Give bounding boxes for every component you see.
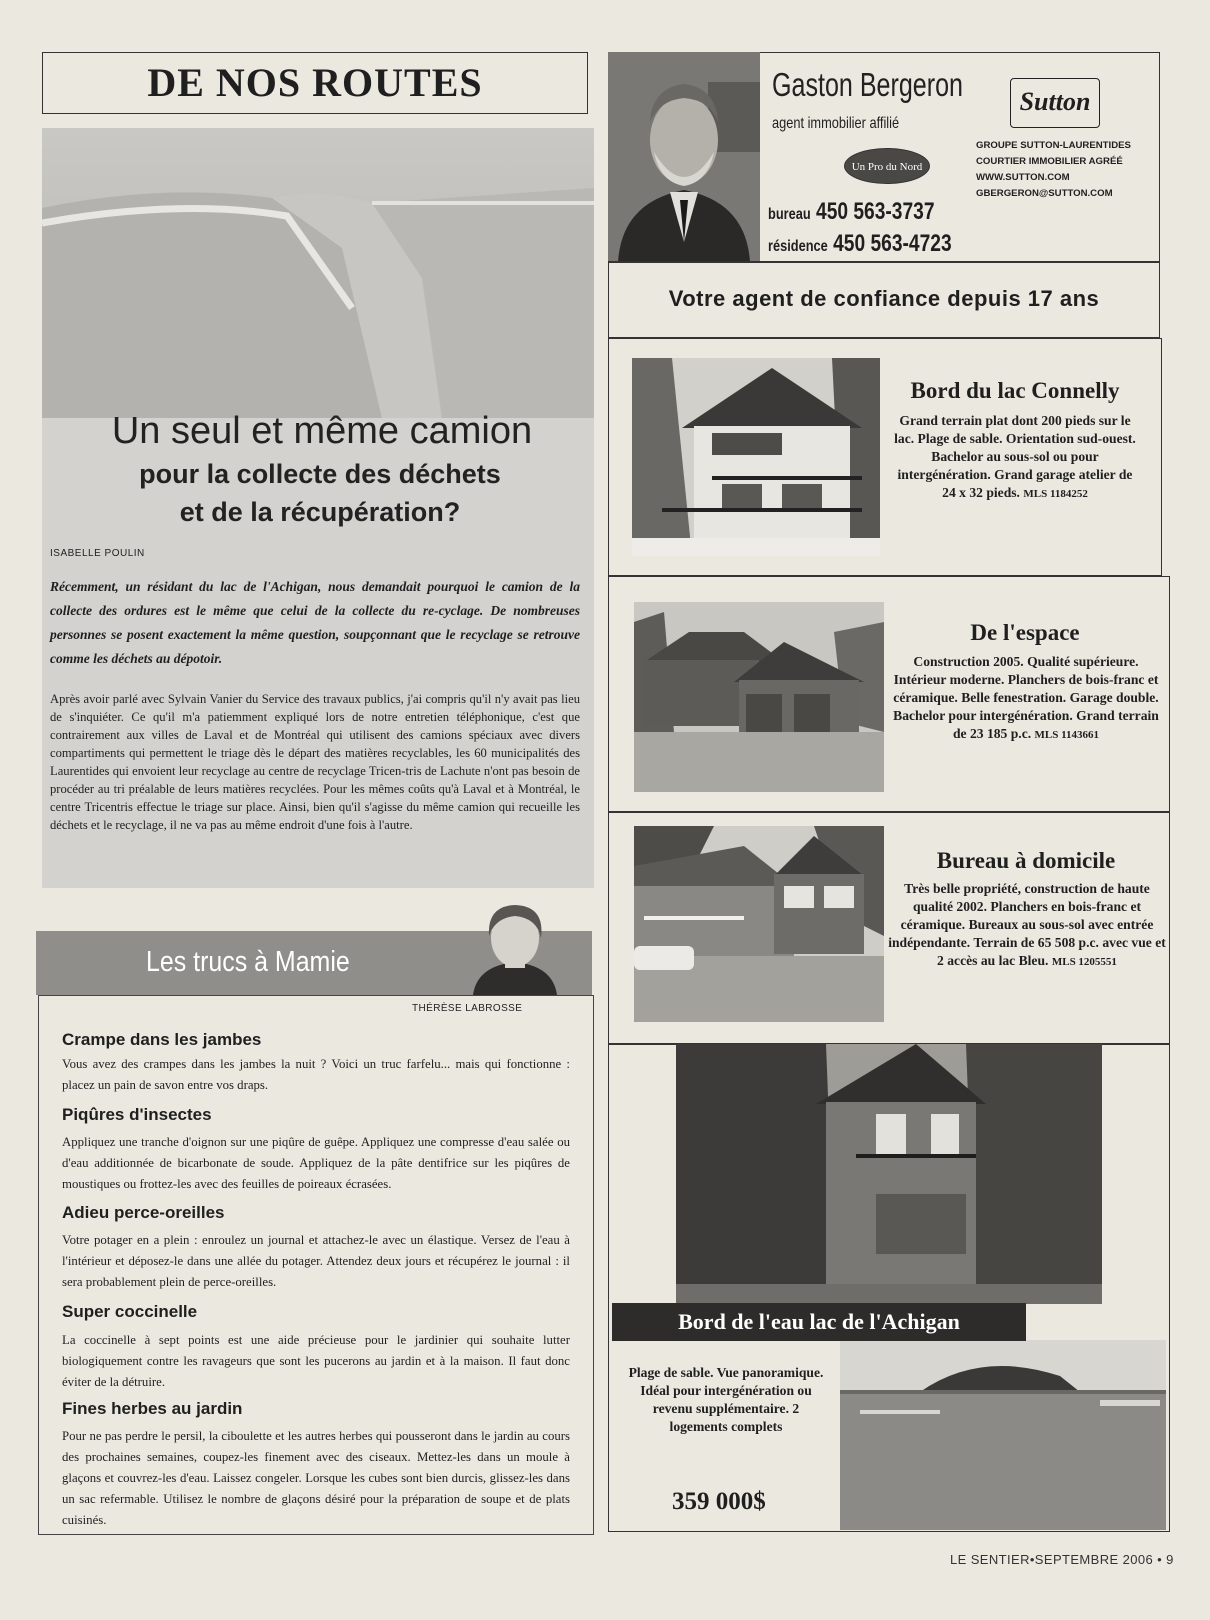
article-headline [50,455,590,531]
firm-website: WWW.SUTTON.COM [976,172,1070,183]
lake-photo [840,1340,1166,1530]
tip-title: Fines herbes au jardin [62,1399,243,1418]
house-photo [634,602,884,792]
firm-info [976,138,1131,202]
home-label: résidence [768,238,828,255]
house-photo [676,1044,1102,1304]
tip-text: Pour ne pas perdre le persil, la ciboulette et les autres herbes qui pousseront dans le jardin au cours des prochaines semaines, coupez-les finement avec des ciseaux. Mettez-les dans un moule à glaçons et couvrez-les d'eau. Laissez congeler. Lorsque les cubes sont bien durcis, glissez-les dans un sac refermable. Utilisez le nombre de glaçons désiré pour la préparation de soupe et de plats cuisinés. [62,1429,570,1527]
house-photo [634,826,884,1022]
page-footer: LE SENTIER•SEPTEMBRE 2006 • 9 [950,1552,1174,1567]
article-headline-line1: Un seul et même camion [111,410,533,452]
mamie-title: Les trucs à Mamie [146,946,350,978]
tip-text: La coccinelle à sept points est une aide précieuse pour le jardinier qui souhaite lutter biologiquement contre les ravageurs que sont les pucerons au jardin et à la maison. Il faut donc éviter de la détruire. [62,1333,570,1389]
listing-description [888,653,1164,744]
agent-name: Gaston Bergeron [772,66,964,103]
tip-title: Crampe dans les jambes [62,1030,262,1049]
house-photo [632,358,880,556]
tip-title: Super coccinelle [62,1302,198,1321]
article-body: Après avoir parlé avec Sylvain Vanier du Service des travaux publics, j'ai compris qu'il n'y avait pas lieu de s'inquiéter. Ce qu'il m'a patiemment expliqué lors de notre entretien téléphonique, c'est que contrairement aux villes de Laval et de Montréal qui utilisent des camions spéciaux avec divers compartiments qui permettent le triage dès le départ des matières recyclables, les 60 municipalités des Laurentides qui envoient leur recyclage au centre de recyclage Tricen-tris de Lachute n'ont pas besoin de procéder au tri préalable de leurs matières recyclées. Pour les mêmes coûts qu'à Laval et à Montréal, le centre Tricentris effectue le triage sur place. Ainsi, bien qu'il s'agisse du même camion qui recueille les déchets et le recyclage, il ne va pas au même endroit d'une fois à l'autre. [50,692,580,832]
article-photo [42,128,594,418]
tip-title: Piqûres d'insectes [62,1105,212,1124]
office-phone [768,198,935,226]
author-portrait [465,896,565,995]
listing-mls: MLS 1143661 [1034,729,1100,741]
listing-title: Bureau à domicile [936,848,1116,873]
listing-title: De l'espace [970,620,1080,645]
article-headline-line2: pour la collecte des déchets [139,459,501,489]
office-label: bureau [768,206,811,223]
agent-email: GBERGERON@SUTTON.COM [976,188,1113,199]
home-phone [768,230,952,258]
office-number: 450 563-3737 [816,198,935,225]
article-lead: Récemment, un résidant du lac de l'Achigan, nous demandait pourquoi le camion de la collecte des ordures est le même que celui de la collecte du re-cyclage. De nombreuses personnes se posent exactement la même question, soupçonnant que le recyclage se retrouve comme les déchets au dépotoir. [50,579,580,666]
article-byline: ISABELLE POULIN [50,548,145,559]
agent-role: agent immobilier affilié [772,115,900,132]
agent-photo [608,52,760,262]
listing-description [888,880,1166,971]
mamie-author: THÉRÈSE LABROSSE [412,1003,523,1014]
listing-text: Grand terrain plat dont 200 pieds sur le lac. Plage de sable. Orientation sud-ouest. Bachelor au sous-sol ou pour intergénération. Grand garage atelier de 24 x 32 pieds. [894,413,1136,500]
listing-description: Plage de sable. Vue panoramique. Idéal pour intergénération ou revenu supplémentaire. 2 logements complets [628,1365,824,1434]
listing-text: Très belle propriété, construction de haute qualité 2002. Planchers en bois-franc et céramique. Bureaux au sous-sol avec entrée indépendante. Terrain de 65 508 p.c. avec vue et 2 accès au lac Bleu. [888,881,1166,968]
divider [608,261,1160,263]
listing-title: Bord de l'eau lac de l'Achigan [612,1303,1026,1341]
tip-text: Votre potager en a plein : enroulez un journal et attachez-le avec un élastique. Versez de l'eau à l'intérieur et déposez-le dans une allée du potager. Attendez deux jours et récupérez le journal : il sera probablement plein de perce-oreilles. [62,1233,570,1289]
home-number: 450 563-4723 [833,230,952,257]
tip-text: Vous avez des crampes dans les jambes la nuit ? Voici un truc farfelu... mais qui fonctionne : placez un pain de savon entre vos draps. [62,1057,570,1092]
listing-price: 359 000$ [672,1488,766,1515]
agent-slogan: Votre agent de confiance depuis 17 ans [668,286,1100,311]
listing-text: Construction 2005. Qualité supérieure. Intérieur moderne. Planchers de bois-franc et céramique. Belle fenestration. Garage double. Bachelor pour intergénération. Grand terrain de 23 185 p.c. [893,654,1159,741]
section-header: DE NOS ROUTES [42,52,588,114]
listing-title: Bord du lac Connelly [910,378,1120,403]
sutton-logo: Sutton [1010,78,1100,128]
listing-mls: MLS 1184252 [1023,488,1088,500]
article-headline-line3: et de la récupération? [179,497,461,527]
listing-mls: MLS 1205551 [1051,956,1117,968]
tip-title: Adieu perce-oreilles [62,1203,225,1222]
firm-name: GROUPE SUTTON-LAURENTIDES [976,140,1131,151]
firm-type: COURTIER IMMOBILIER AGRÉÉ [976,156,1123,167]
tip-text: Appliquez une tranche d'oignon sur une piqûre de guêpe. Appliquez une compresse d'eau salée ou d'eau additionnée de bicarbonate de soude. Appliquez de la pâte dentifrice sur les piqûres de moustiques ou frottez-les avec des feuilles de poireaux écrasées. [62,1135,570,1191]
pro-du-nord-badge: Un Pro du Nord [844,148,930,184]
listing-description [890,412,1140,503]
